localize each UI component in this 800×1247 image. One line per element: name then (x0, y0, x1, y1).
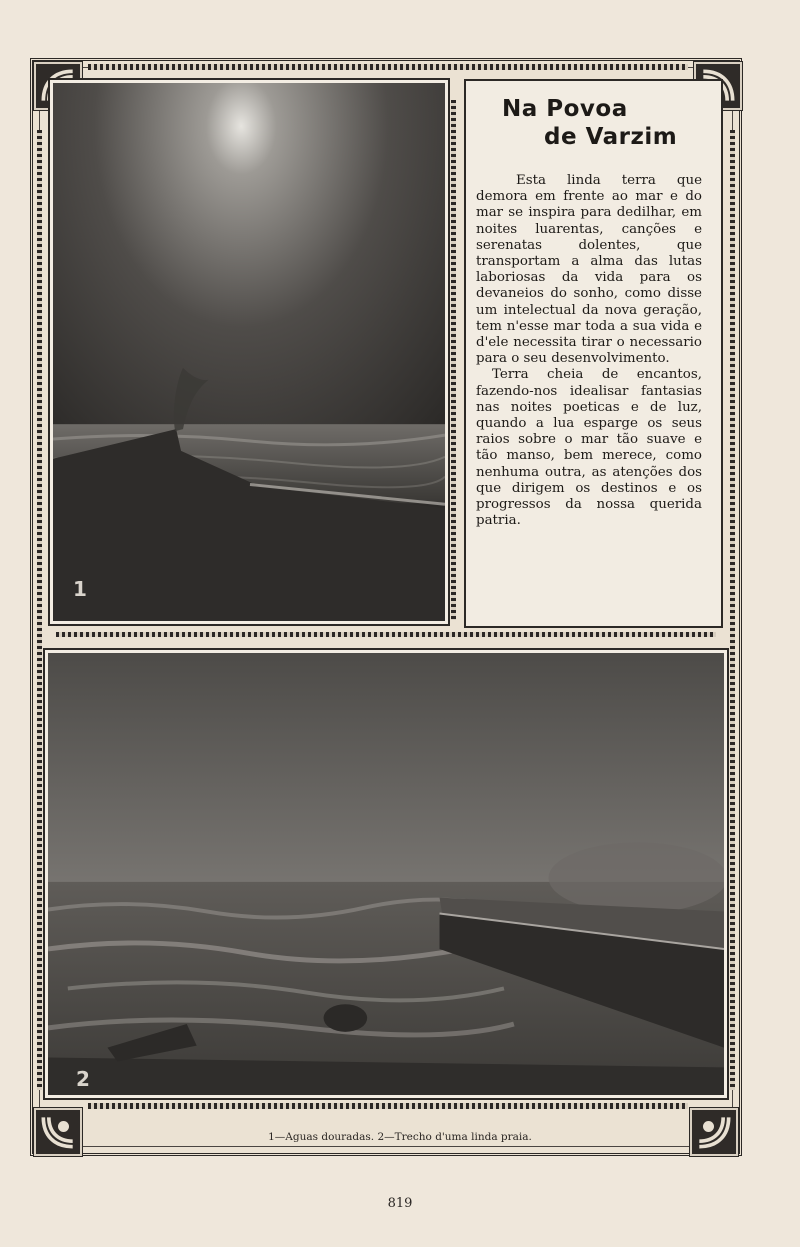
left-ornament-band (37, 130, 42, 1090)
page-number: 819 (387, 1196, 413, 1211)
photo-rough-sea-jetty (45, 650, 727, 1098)
top-ornament-band (88, 64, 688, 70)
photo-caption: 1—Aguas douradas. 2—Trecho d'uma linda praia. (268, 1131, 532, 1143)
photo-moonlit-sea (50, 80, 448, 624)
photo-2-image (48, 653, 724, 1095)
center-divider-band (451, 100, 456, 620)
photo-2-number: 2 (76, 1067, 90, 1091)
photo-1-image (53, 83, 445, 621)
bottom-ornament-band (88, 1103, 688, 1109)
article-title-line-1: Na Povoa (502, 96, 628, 122)
article-paragraph-1: Esta linda terra que demora em frente ao mar e do mar se inspira para dedilhar, em noites luarentas, canções e serenatas dolentes, que transportam a alma das lutas laboriosas da vida para os devaneios do sonho, como disse um intelectual da nova geração, tem n'esse mar toda a sua vida e d'ele necessita tirar o necessario para o seu desenvolvimento. (476, 173, 702, 367)
article-panel (464, 79, 723, 628)
right-ornament-band (730, 130, 735, 1090)
article-body (476, 173, 702, 529)
article-title-line-2: de Varzim (544, 124, 678, 150)
middle-ornament-band (56, 632, 716, 637)
photo-1-number: 1 (73, 577, 87, 601)
article-paragraph-2: Terra cheia de encantos, fazendo-nos idealisar fantasias nas noites poeticas e de luz, quando a lua esparge os seus raios sobre o mar tão suave e tão manso, bem merece, como nenhuma outra, as atenções dos que dirigem os destinos e os progressos da nossa querida patria. (476, 367, 702, 529)
